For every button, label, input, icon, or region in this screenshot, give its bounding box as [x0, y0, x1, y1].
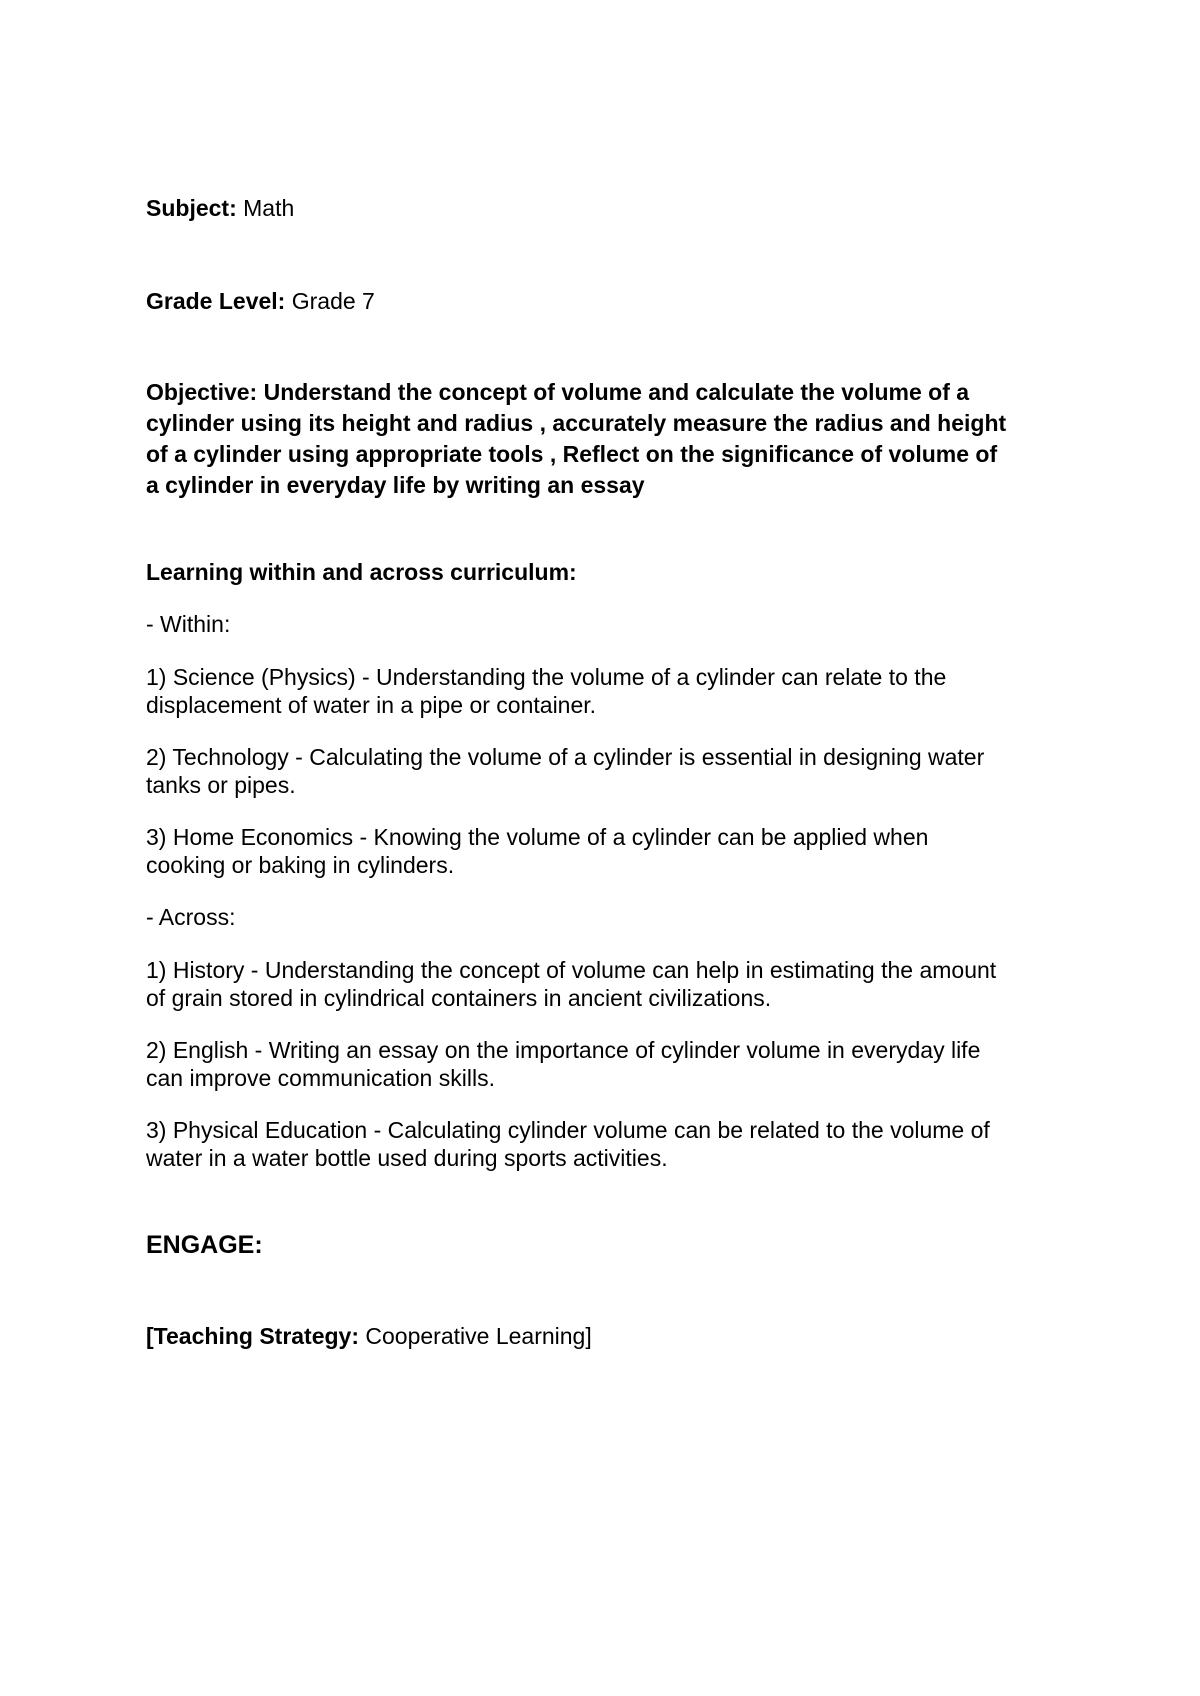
list-item-line: cooking or baking in cylinders.: [146, 852, 455, 878]
across-label: - Across:: [146, 904, 236, 930]
across-item-english: [146, 1036, 1076, 1092]
across-item-history: [146, 956, 1076, 1012]
list-item-line: 3) Physical Education - Calculating cylinder volume can be related to the volume of: [146, 1117, 990, 1143]
list-item-line: 2) Technology - Calculating the volume of a cylinder is essential in designing water: [146, 744, 985, 770]
teaching-strategy-line: [146, 1322, 1076, 1350]
objective-text-3: of a cylinder using appropriate tools , Reflect on the significance of volume of: [146, 441, 998, 467]
subject-value: Math: [243, 195, 295, 221]
teaching-strategy-label: Teaching Strategy:: [153, 1323, 360, 1349]
grade-level-label: Grade Level:: [146, 288, 286, 314]
list-item-line: of grain stored in cylindrical containers in ancient civilizations.: [146, 985, 772, 1011]
subject-label: Subject:: [146, 195, 237, 221]
list-item-line: can improve communication skills.: [146, 1065, 495, 1091]
list-item-line: water in a water bottle used during sports activities.: [146, 1145, 668, 1171]
list-item-line: 2) English - Writing an essay on the importance of cylinder volume in everyday life: [146, 1037, 981, 1063]
teaching-strategy-value: Cooperative Learning: [365, 1323, 586, 1349]
objective-text-1: Understand the concept of volume and calculate the volume of a: [263, 379, 970, 405]
list-item-line: 1) History - Understanding the concept of volume can help in estimating the amount: [146, 957, 997, 983]
subject-line: [146, 194, 1076, 222]
grade-level-line: [146, 287, 1076, 315]
across-item-physical-education: [146, 1116, 1076, 1172]
within-item-home-economics: [146, 823, 1076, 879]
objective-label: Objective:: [146, 379, 258, 405]
objective-block: [146, 377, 1076, 501]
within-label: - Within:: [146, 611, 231, 637]
objective-line-1: [146, 377, 1076, 408]
close-bracket: ]: [585, 1323, 592, 1349]
within-item-science: [146, 663, 1076, 719]
learning-heading: Learning within and across curriculum:: [146, 559, 577, 585]
grade-level-value: Grade 7: [291, 288, 375, 314]
objective-text-2: cylinder using its height and radius , accurately measure the radius and height: [146, 410, 1007, 436]
list-item-line: 3) Home Economics - Knowing the volume of a cylinder can be applied when: [146, 824, 929, 850]
list-item-line: tanks or pipes.: [146, 772, 296, 798]
engage-heading: ENGAGE:: [146, 1231, 263, 1259]
within-item-technology: [146, 743, 1076, 799]
list-item-line: 1) Science (Physics) - Understanding the volume of a cylinder can relate to the: [146, 664, 947, 690]
open-bracket: [: [146, 1323, 154, 1349]
objective-text-4: a cylinder in everyday life by writing an essay: [146, 472, 645, 498]
list-item-line: displacement of water in a pipe or container.: [146, 692, 597, 718]
